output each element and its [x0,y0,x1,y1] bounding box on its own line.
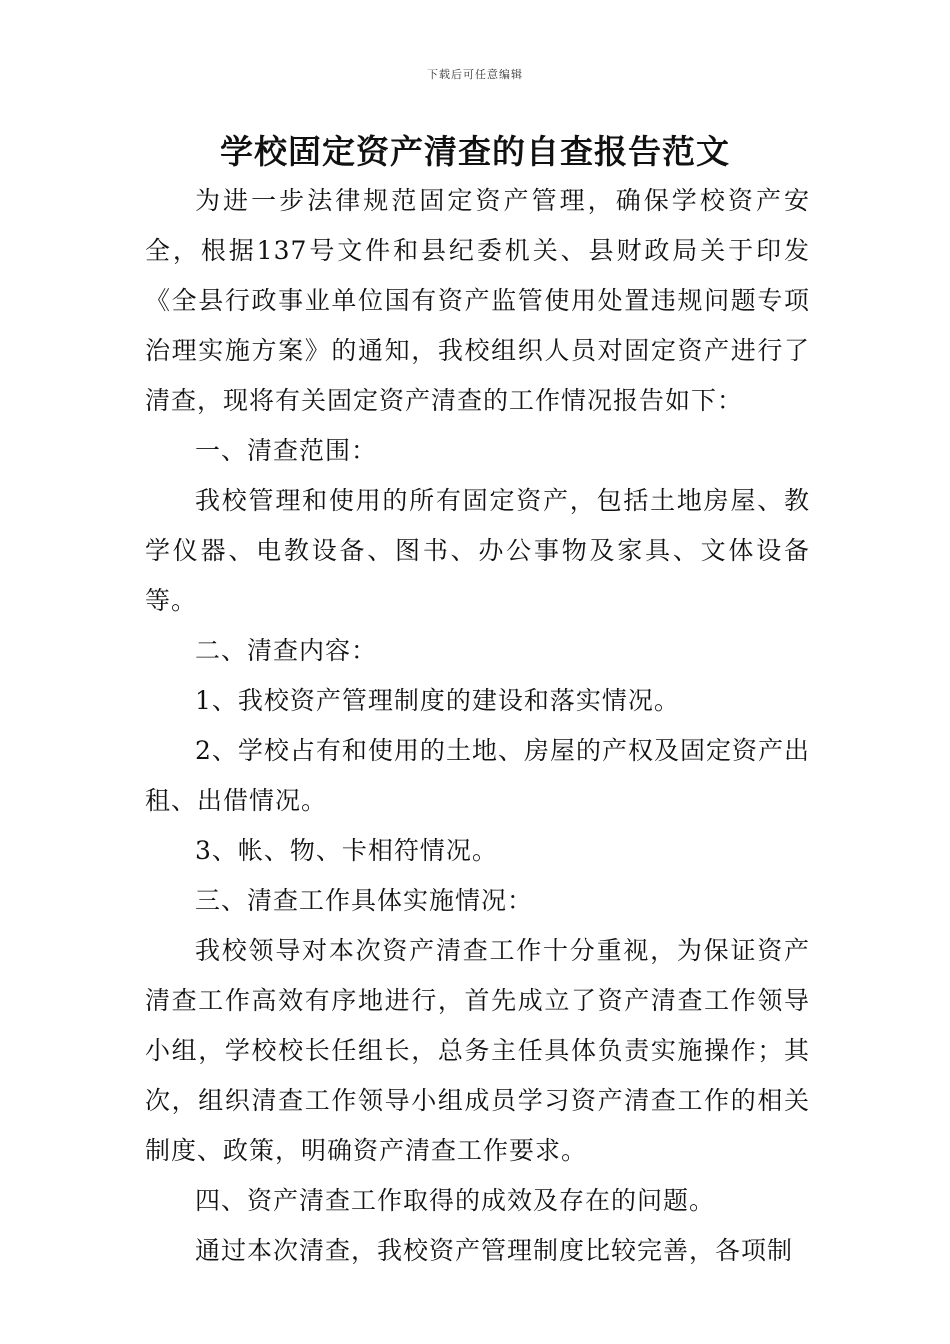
heading-results: 四、资产清查工作取得的成效及存在的问题。 [195,1186,716,1215]
list-item-1: 1、我校资产管理制度的建设和落实情况。 [195,686,680,715]
heading-content: 二、清查内容： [195,636,378,665]
paragraph-results: 通过本次清查，我校资产管理制度比较完善，各项制 [195,1236,794,1265]
paragraph-scope: 我校管理和使用的所有固定资产，包括土地房屋、教学仪器、电教设备、图书、办公事物及家具、文体设备等。 [145,486,810,615]
header-note: 下载后可任意编辑 [427,68,523,81]
heading-implementation: 三、清查工作具体实施情况： [195,886,534,915]
list-item-3: 3、帐、物、卡相符情况。 [195,836,498,865]
heading-scope: 一、清查范围： [195,436,378,465]
document-title: 学校固定资产清查的自查报告范文 [220,132,730,171]
list-item-2: 2、学校占有和使用的土地、房屋的产权及固定资产出租、出借情况。 [145,736,810,815]
document-body [145,176,810,1276]
paragraph-implementation: 我校领导对本次资产清查工作十分重视，为保证资产清查工作高效有序地进行，首先成立了资产清查工作领导小组，学校校长任组长，总务主任具体负责实施操作；其次，组织清查工作领导小组成员学习资产清查工作的相关制度、政策，明确资产清查工作要求。 [145,936,810,1165]
paragraph-intro: 为进一步法律规范固定资产管理，确保学校资产安全，根据137号文件和县纪委机关、县财政局关于印发《全县行政事业单位国有资产监管使用处置违规问题专项治理实施方案》的通知，我校组织人员对固定资产进行了清查，现将有关固定资产清查的工作情况报告如下： [145,186,810,415]
